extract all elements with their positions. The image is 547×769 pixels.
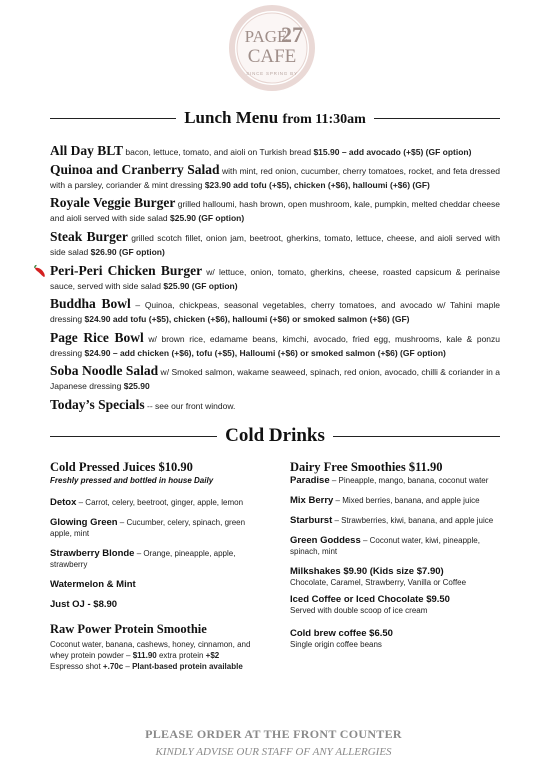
protein-smoothie-heading: Raw Power Protein Smoothie bbox=[50, 622, 207, 636]
menu-item-name: All Day BLT bbox=[50, 143, 124, 158]
drink-name: Cold brew coffee $6.50 bbox=[290, 628, 393, 639]
drink-name: Paradise bbox=[290, 475, 330, 486]
cold-drinks-header bbox=[50, 425, 500, 447]
menu-item bbox=[50, 398, 500, 413]
drink-desc: – Carrot, celery, beetroot, ginger, apple, lemon bbox=[76, 498, 244, 507]
drink-desc: – Cucumber, celery, spinach, green apple, mint bbox=[50, 518, 246, 538]
svg-text:PAGE: PAGE bbox=[244, 27, 288, 46]
menu-item bbox=[50, 196, 500, 225]
cafe-logo bbox=[226, 4, 318, 92]
cold-drinks-title: Cold Drinks bbox=[225, 425, 325, 446]
divider bbox=[374, 118, 500, 119]
drink-item bbox=[50, 548, 255, 570]
drink-desc: – Strawberries, kiwi, banana, and apple juice bbox=[332, 516, 494, 525]
menu-item bbox=[50, 144, 500, 159]
svg-text:SINCE SPRING BY: SINCE SPRING BY bbox=[246, 71, 298, 76]
menu-item-desc: grilled scotch fillet, onion jam, beetroot, gherkins, tomato, lettuce, cheese, and aioli served with side salad bbox=[50, 233, 500, 257]
drink-item bbox=[290, 566, 495, 588]
drink-item bbox=[50, 497, 255, 508]
menu-item-desc: bacon, lettuce, tomato, and aioli on Turkish bread bbox=[123, 147, 314, 157]
drink-desc: – Mixed berries, banana, and apple juice bbox=[333, 496, 480, 505]
drink-desc: Chocolate, Caramel, Strawberry, Vanilla or Coffee bbox=[290, 578, 467, 587]
drink-name: Green Goddess bbox=[290, 535, 361, 546]
menu-item-desc: w/ brown rice, edamame beans, kimchi, avocado, fried egg, mushrooms, kale & ponzu dressing bbox=[50, 334, 501, 358]
drink-item bbox=[290, 515, 495, 526]
drinks-left-column bbox=[50, 460, 255, 672]
protein-smoothie-desc: Coconut water, banana, cashews, honey, cinnamon, and whey protein powder – $11.90 extra protein +$2 Espresso shot +.70c – Plant-based protein available bbox=[50, 640, 251, 671]
menu-item-desc: w/ lettuce, onion, tomato, gherkins, cheese, roasted capsicum & perinaise sauce, served with side salad bbox=[50, 267, 500, 291]
menu-item-desc: -- see our front window. bbox=[144, 401, 236, 411]
menu-item-name: Steak Burger bbox=[50, 229, 128, 244]
drink-name: Mix Berry bbox=[290, 495, 334, 506]
svg-text:27: 27 bbox=[281, 22, 303, 47]
drink-item bbox=[290, 535, 495, 557]
menu-item-name: Today’s Specials bbox=[50, 397, 145, 412]
drink-item bbox=[290, 628, 495, 650]
menu-item-price: $23.90 add tofu (+$5), chicken (+$6), halloumi (+$6) (GF) bbox=[204, 180, 430, 190]
menu-item-name: Buddha Bowl bbox=[50, 296, 131, 311]
menu-item-desc: grilled halloumi, hash brown, open mushroom, kale, pumpkin, melted cheddar cheese and aioli served with side salad bbox=[50, 199, 501, 223]
drink-name: Milkshakes $9.90 (Kids size $7.90) bbox=[290, 566, 444, 577]
drink-name: Starburst bbox=[290, 515, 333, 526]
menu-item-price: $25.90 (GF option) bbox=[170, 213, 245, 223]
drink-desc: Served with double scoop of ice cream bbox=[290, 606, 428, 615]
drink-item bbox=[50, 579, 255, 590]
drink-desc: Single origin coffee beans bbox=[290, 640, 382, 649]
drink-item bbox=[290, 594, 495, 616]
menu-item-desc: with mint, red onion, cucumber, cherry tomatoes, rocket, and feta dressed with a parsley, coriander & mint dressing bbox=[50, 166, 500, 190]
svg-text:CAFE: CAFE bbox=[247, 46, 297, 67]
menu-item-price: $25.90 (GF option) bbox=[163, 281, 238, 291]
menu-item-name: Peri-Peri Chicken Burger bbox=[50, 263, 203, 278]
menu-item-desc: w/ Smoked salmon, wakame seaweed, spinach, red onion, avocado, chilli & coriander in a Japanese dressing bbox=[50, 367, 500, 391]
drink-name: Strawberry Blonde bbox=[50, 548, 135, 559]
juices-heading: Cold Pressed Juices $10.90 bbox=[50, 460, 193, 474]
drink-item bbox=[50, 599, 255, 610]
lunch-menu-time: from 11:30am bbox=[282, 112, 366, 127]
menu-item-price: $26.90 (GF option) bbox=[90, 247, 165, 257]
menu-item-name: Royale Veggie Burger bbox=[50, 195, 176, 210]
allergy-notice: KINDLY ADVISE OUR STAFF OF ANY ALLERGIES bbox=[155, 746, 392, 758]
smoothies-heading: Dairy Free Smoothies $11.90 bbox=[290, 460, 443, 474]
drink-item bbox=[290, 495, 495, 506]
menu-item bbox=[50, 163, 500, 192]
drink-name: Detox bbox=[50, 497, 77, 508]
menu-item-name: Quinoa and Cranberry Salad bbox=[50, 162, 220, 177]
drink-desc: – Coconut water, kiwi, pineapple, spinach, mint bbox=[290, 536, 480, 556]
menu-item-price: $25.90 bbox=[123, 381, 150, 391]
drink-item bbox=[50, 517, 255, 539]
lunch-menu-title: Lunch Menu from 11:30am bbox=[184, 108, 366, 127]
menu-item bbox=[50, 230, 500, 259]
menu-item bbox=[50, 331, 500, 360]
drink-name: Glowing Green bbox=[50, 517, 118, 528]
drink-desc: – Pineapple, mango, banana, coconut water bbox=[329, 476, 489, 485]
menu-item-price: $15.90 – add avocado (+$5) (GF option) bbox=[313, 147, 472, 157]
order-notice: PLEASE ORDER AT THE FRONT COUNTER bbox=[145, 727, 402, 741]
drink-desc: – Orange, pineapple, apple, strawberry bbox=[50, 549, 236, 569]
menu-item-name: Soba Noodle Salad bbox=[50, 363, 159, 378]
menu-item bbox=[50, 264, 500, 293]
menu-item bbox=[50, 364, 500, 393]
drink-name: Just OJ - $8.90 bbox=[50, 599, 118, 610]
footer bbox=[0, 727, 547, 758]
drinks-right-column bbox=[290, 460, 495, 650]
divider bbox=[333, 436, 500, 437]
chili-pepper-icon bbox=[33, 264, 47, 278]
menu-item bbox=[50, 297, 500, 326]
divider bbox=[50, 436, 217, 437]
menu-item-price: $24.90 – add chicken (+$6), tofu (+$5), Halloumi (+$6) or smoked salmon (+$6) (GF option) bbox=[84, 348, 446, 358]
lunch-menu-header bbox=[50, 108, 500, 128]
divider bbox=[50, 118, 176, 119]
menu-item-name: Page Rice Bowl bbox=[50, 330, 144, 345]
drink-name: Iced Coffee or Iced Chocolate $9.50 bbox=[290, 594, 450, 605]
menu-item-desc: – Quinoa, chickpeas, seasonal vegetables, cherry tomatoes, and avocado w/ Tahini maple dressing bbox=[50, 300, 500, 324]
drink-item bbox=[290, 475, 495, 486]
menu-item-price: $24.90 add tofu (+$5), chicken (+$6), halloumi (+$6) or smoked salmon (+$6) (GF) bbox=[84, 314, 410, 324]
juices-subheading: Freshly pressed and bottled in house Daily bbox=[50, 476, 214, 485]
drink-name: Watermelon & Mint bbox=[50, 579, 136, 590]
